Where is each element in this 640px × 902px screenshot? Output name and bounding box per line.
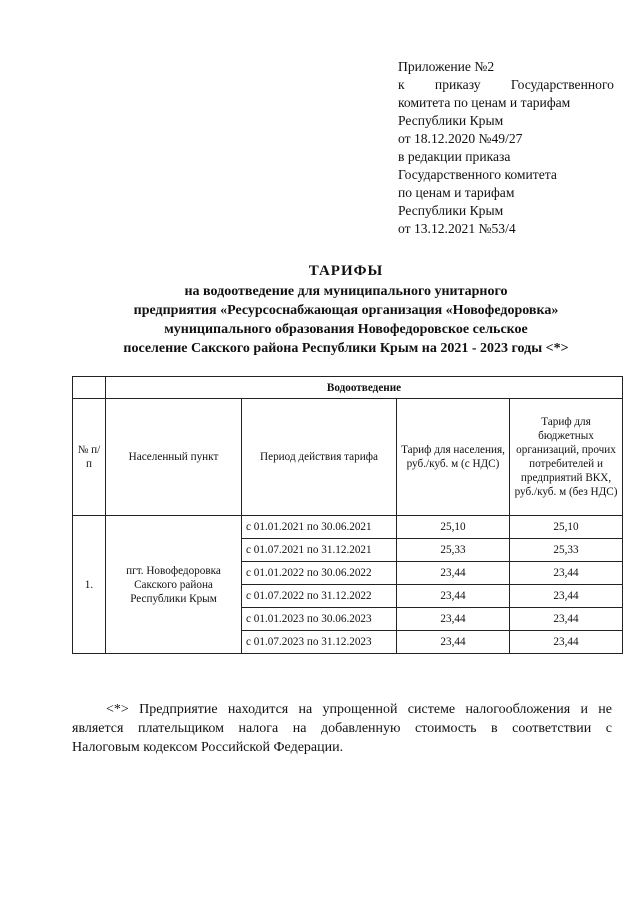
population-tariff-cell: 23,44 xyxy=(397,631,510,654)
budget-tariff-cell: 23,44 xyxy=(510,585,623,608)
population-tariff-cell: 25,33 xyxy=(397,539,510,562)
tariff-table xyxy=(72,376,623,654)
appendix-title: Приложение №2 xyxy=(398,59,495,74)
table-corner-cell xyxy=(73,377,106,399)
budget-tariff-cell: 23,44 xyxy=(510,631,623,654)
population-tariff-cell: 23,44 xyxy=(397,585,510,608)
col-header-budget-tariff: Тариф для бюджетных организаций, прочих потребителей и предприятий ВКХ, руб./куб. м (без НДС) xyxy=(510,399,623,516)
population-tariff-cell: 23,44 xyxy=(397,562,510,585)
title-main: ТАРИФЫ xyxy=(308,263,384,279)
budget-tariff-cell: 23,44 xyxy=(510,562,623,585)
footnote-line-3: Налоговым кодексом Российской Федерации. xyxy=(72,740,344,755)
footnote-line-2: является плательщиком налога на добавленную стоимость в соответствии с xyxy=(72,721,612,736)
col-header-locality: Населенный пункт xyxy=(106,399,242,516)
locality-cell: пгт. Новофедоровка Сакского района Республики Крым xyxy=(106,516,242,654)
budget-tariff-cell: 25,10 xyxy=(510,516,623,539)
appendix-revision: в редакции приказа xyxy=(398,149,511,164)
period-cell: с 01.07.2022 по 31.12.2022 xyxy=(242,585,397,608)
budget-tariff-cell: 25,33 xyxy=(510,539,623,562)
period-cell: с 01.07.2021 по 31.12.2021 xyxy=(242,539,397,562)
col-header-period: Период действия тарифа xyxy=(242,399,397,516)
table-row xyxy=(73,516,623,539)
title-line-4: поселение Сакского района Республики Крым на 2021 - 2023 годы <*> xyxy=(123,341,569,356)
col-header-population-tariff: Тариф для населения, руб./куб. м (с НДС) xyxy=(397,399,510,516)
appendix-revision-prices: по ценам и тарифам xyxy=(398,185,515,200)
period-cell: с 01.07.2023 по 31.12.2023 xyxy=(242,631,397,654)
appendix-order-line: к приказу Государственного xyxy=(398,77,614,92)
title-line-3: муниципального образования Новофедоровское сельское xyxy=(164,322,528,337)
population-tariff-cell: 25,10 xyxy=(397,516,510,539)
appendix-republic: Республики Крым xyxy=(398,113,504,128)
col-header-number: № п/п xyxy=(73,399,106,516)
title-line-2: предприятия «Ресурсоснабжающая организация «Новофедоровка» xyxy=(133,303,559,318)
footnote xyxy=(72,700,612,757)
document-title xyxy=(70,262,622,358)
budget-tariff-cell: 23,44 xyxy=(510,608,623,631)
appendix-header xyxy=(398,58,614,238)
appendix-committee: комитета по ценам и тарифам xyxy=(398,95,571,110)
population-tariff-cell: 23,44 xyxy=(397,608,510,631)
appendix-revision-committee: Государственного комитета xyxy=(398,167,557,182)
footnote-line-1: <*> Предприятие находится на упрощенной системе налогообложения и не xyxy=(106,702,612,717)
table-group-header: Водоотведение xyxy=(106,377,623,399)
appendix-revision-republic: Республики Крым xyxy=(398,203,504,218)
row-number: 1. xyxy=(73,516,106,654)
title-line-1: на водоотведение для муниципального унитарного xyxy=(184,284,508,299)
appendix-revision-date: от 13.12.2021 №53/4 xyxy=(398,221,516,236)
appendix-order-date: от 18.12.2020 №49/27 xyxy=(398,131,523,146)
period-cell: с 01.01.2023 по 30.06.2023 xyxy=(242,608,397,631)
period-cell: с 01.01.2022 по 30.06.2022 xyxy=(242,562,397,585)
period-cell: с 01.01.2021 по 30.06.2021 xyxy=(242,516,397,539)
